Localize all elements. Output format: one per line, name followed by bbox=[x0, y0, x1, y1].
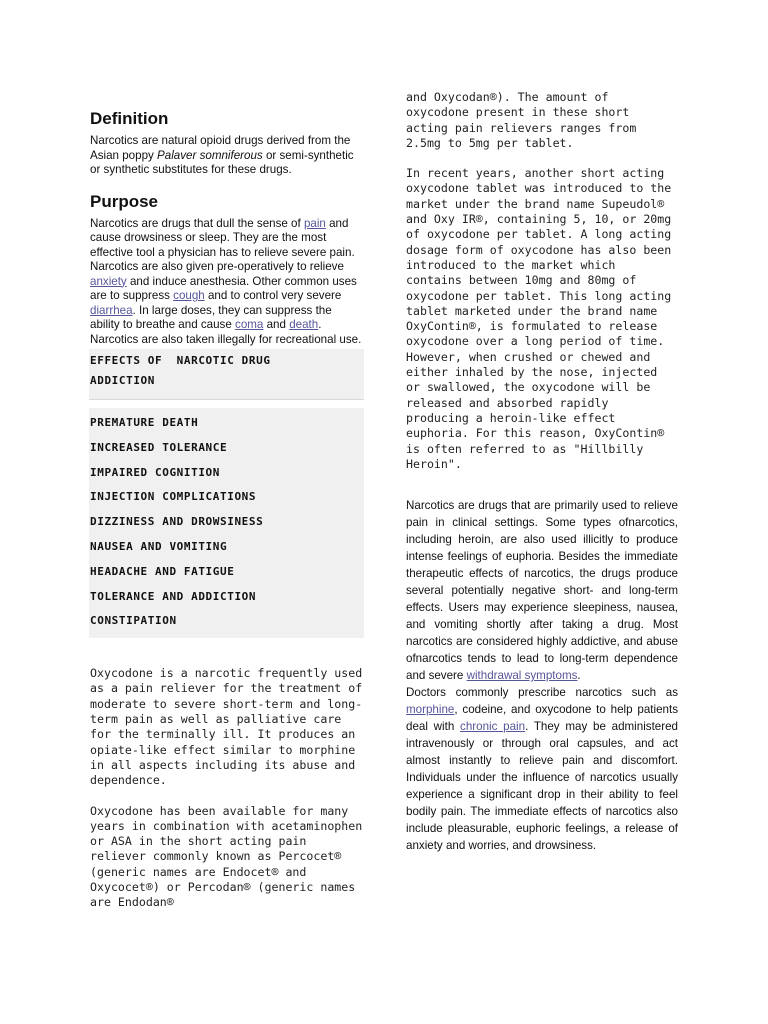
paragraph-text-part: . bbox=[577, 669, 581, 683]
purpose-text-part: and cause drowsiness or sleep. They are the most effective tool a physician has to relieve severe pain. Narcotics are also given pre-operatively to relieve bbox=[90, 216, 355, 273]
list-item: INJECTION COMPLICATIONS bbox=[90, 490, 257, 504]
paragraph-text-part: Narcotics are drugs that are primarily used to relieve pain in clinical settings. Some types ofnarcotics, including heroin, are also used illicitly to produce intense feelings of euphoria. Besides the immediate therapeutic effects of narcotics, the drugs produce several potentially negative short- and long-term effects. Users may experience sleepiness, nausea, and vomiting shortly after taking a drug. Most narcotics are considered highly addictive, and abuse ofnarcotics tends to lead to long-term dependence and severe bbox=[406, 499, 678, 683]
link-diarrhea[interactable]: diarrhea bbox=[90, 303, 133, 317]
list-item: PREMATURE DEATH bbox=[90, 416, 199, 429]
list-item: INCREASED TOLERANCE bbox=[90, 440, 228, 454]
link-morphine[interactable]: morphine bbox=[406, 703, 455, 717]
purpose-text-part: and bbox=[263, 318, 290, 331]
list-item: NAUSEA AND VOMITING bbox=[90, 539, 228, 553]
list-item: CONSTIPATION bbox=[90, 614, 177, 628]
link-anxiety[interactable]: anxiety bbox=[90, 274, 127, 288]
paragraph-text-part: . They may be administered intravenously or through oral capsules, and act almost instantly to relieve pain and discomfort. Individuals under the influence of narcotics usually experience a significant drop in their ability to feel bodily pain. The immediate effects of narcotics also include pleasurable, euphoric feelings, a release of anxiety and worries, and drowsiness. bbox=[406, 720, 679, 853]
list-item: TOLERANCE AND ADDICTION bbox=[90, 589, 257, 603]
effects-title-line-2: ADDICTION bbox=[90, 374, 156, 387]
purpose-text-part: and to control very severe bbox=[204, 289, 342, 302]
purpose-paragraph bbox=[90, 217, 364, 348]
link-chronic-pain[interactable]: chronic pain bbox=[460, 720, 526, 734]
list-item: IMPAIRED COGNITION bbox=[90, 465, 221, 479]
list-item: HEADACHE AND FATIGUE bbox=[90, 564, 235, 578]
link-death[interactable]: death bbox=[289, 318, 319, 331]
definition-paragraph bbox=[90, 134, 364, 178]
effects-title-line-1: EFFECTS OF NARCOTIC DRUG bbox=[90, 354, 271, 367]
right-paragraph-1: and Oxycodan®). The amount of oxycodone present in these short acting pain relievers ranges from 2.5mg to 5mg per tablet. bbox=[406, 90, 637, 150]
purpose-heading: Purpose bbox=[90, 191, 159, 211]
purpose-text-part: Narcotics are drugs that dull the sense of bbox=[90, 216, 304, 230]
purpose-text-part: and induce anesthesia. Other common uses are to suppress bbox=[90, 274, 357, 302]
definition-text-part: or semi-synthetic or synthetic substitutes for these drugs. bbox=[90, 148, 354, 176]
paragraph-text-part: Doctors commonly prescribe narcotics such as bbox=[406, 686, 678, 700]
definition-heading: Definition bbox=[90, 109, 169, 128]
definition-species-name: Palaver somniferous bbox=[157, 148, 263, 162]
right-paragraph-2: In recent years, another short acting oxycodone tablet was introduced to the market under the brand name Supeudol® and Oxy IR®, containing 5, 10, or 20mg of oxycodone per tablet. A long acting dosage form of oxycodone has also been introduced to the market which contains between 10mg and 80mg of oxycodone per tablet. This long acting tablet marketed under the brand name OxyContin®, is formulated to release oxycodone over a long period of time. However, when crushed or chewed and either inhaled by the nose, injected or swallowed, the oxycodone will be released and absorbed rapidly producing a heroin-like effect euphoria. For this reason, OxyContin® is often referred to as "Hillbilly Heroin". bbox=[406, 166, 672, 471]
purpose-text-part: . In large doses, they can suppress the ability to breathe and cause bbox=[90, 303, 332, 331]
right-paragraph-3 bbox=[406, 497, 678, 684]
link-withdrawal-symptoms[interactable]: withdrawal symptoms bbox=[466, 669, 578, 683]
oxycodone-continued-section bbox=[406, 90, 678, 472]
effects-table-header bbox=[89, 349, 364, 400]
definition-text-part: Narcotics are natural opioid drugs derived from the Asian poppy bbox=[90, 134, 351, 162]
narcotics-effects-section bbox=[406, 497, 678, 854]
list-item: DIZZINESS AND DROWSINESS bbox=[90, 515, 264, 529]
effects-table bbox=[90, 349, 364, 638]
link-cough[interactable]: cough bbox=[173, 289, 205, 302]
paragraph-text-part: , codeine, and oxycodone to help patients deal with bbox=[406, 703, 678, 734]
oxycodone-section bbox=[90, 666, 364, 910]
oxycodone-paragraph-1: Oxycodone is a narcotic frequently used as a pain reliever for the treatment of moderate to severe short-term and long-term pain as well as palliative care for the terminally ill. It produces an opiate-like effect similar to morphine in all aspects including its abuse and dependence. bbox=[90, 666, 363, 788]
effects-list bbox=[89, 408, 364, 638]
right-column bbox=[406, 90, 678, 854]
right-paragraph-4 bbox=[406, 684, 678, 854]
oxycodone-paragraph-2: Oxycodone has been available for many years in combination with acetaminophen or ASA in the short acting pain reliever commonly known as Percocet® (generic names are Endocet® and Oxycocet®) or Percodan® (generic names are Endodan® bbox=[90, 803, 363, 910]
link-coma[interactable]: coma bbox=[235, 318, 264, 331]
purpose-text-part: . Narcotics are also taken illegally for recreational use. bbox=[90, 318, 362, 346]
link-pain[interactable]: pain bbox=[303, 216, 326, 230]
left-column bbox=[90, 108, 364, 911]
